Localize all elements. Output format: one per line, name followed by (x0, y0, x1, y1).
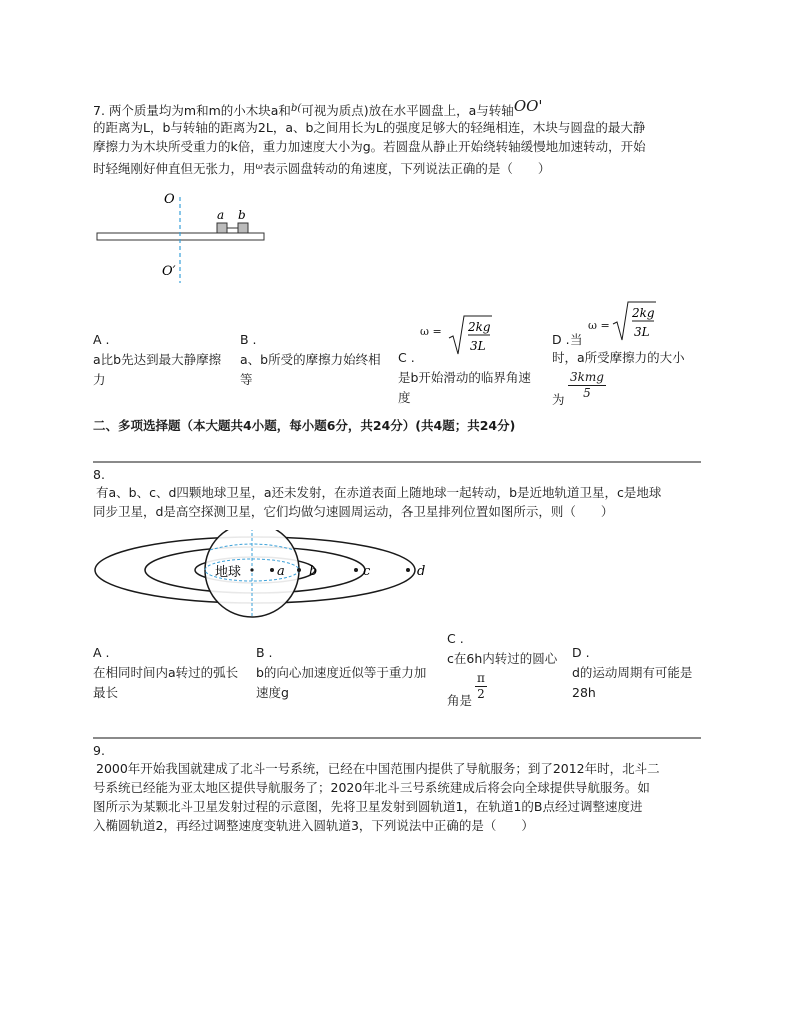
question-number: 7. (93, 103, 105, 118)
earth-label: 地球 (215, 565, 242, 580)
q8-option-a[interactable]: A . 在相同时间内a转过的弧长 最长 (93, 645, 239, 700)
block-b (238, 223, 248, 233)
q9-line4: 入椭圆轨道2，再经过调整速度变轨进入圆轨道3，下列说法中正确的是（ ） (93, 818, 534, 833)
q8-line2: 同步卫星，d是高空探测卫星，它们均做匀速圆周运动，各卫星排列位置如图所示，则（ ） (93, 504, 614, 519)
satellite-c (354, 568, 358, 572)
formula-omega: ω = 2kg 3L (398, 314, 531, 348)
q9-line3: 图所示为某颗北斗卫星发射过程的示意图，先将卫星发射到圆轨道1，在轨道1的B点经过调整速度进 (93, 799, 643, 814)
q7-line2: 的距离为L，b与转轴的距离为2L，a、b之间用长为L的强度足够大的轻绳相连，木块与圆盘的最大静 (93, 120, 646, 135)
q7-option-c[interactable]: ω = 2kg 3L C . 是b开始滑动的临界角速 度 (398, 314, 531, 408)
satellite-d (406, 568, 410, 572)
q8-line1: 有a、b、c、d四颗地球卫星，a还未发射，在赤道表面上随地球一起转动，b是近地轨道卫星，c是地球 (96, 485, 662, 500)
label-a: a (217, 208, 225, 222)
fraction: $\frac{\pi}{2}$ (477, 671, 485, 701)
label-b: b (238, 208, 246, 222)
label-o-top: O (164, 192, 175, 207)
q7-option-d[interactable]: ω = 2kg 3L D . 当 时，a所受摩擦力的大小 为 3kmg 5 (552, 300, 712, 408)
earth-center (250, 568, 253, 571)
axis-label: OO' (513, 97, 543, 115)
label-a: a (277, 564, 285, 579)
fraction: 3kmg 5 (570, 370, 604, 400)
divider (93, 461, 701, 463)
q7-disk-figure (90, 185, 280, 285)
q7-line4: 时轻绳刚好伸直但无张力，用$^\omega$表示圆盘转动的角速度，下列说法正确的是（ ） (93, 161, 551, 176)
question-number: 8. (93, 467, 105, 482)
q8-option-c[interactable]: C . c在6h内转过的圆心 角是 $\frac{\pi}{2}$ (447, 631, 558, 708)
label-o-bottom: O′ (162, 264, 176, 279)
label-d: d (417, 564, 426, 579)
q7-line1: 7. 两个质量均为m和m的小木块a和$^{b(}$可视为质点)放在水平圆盘上，a与转轴OO' (93, 97, 543, 118)
question-number: 9. (93, 743, 105, 758)
label-c: c (363, 564, 371, 579)
divider (93, 737, 701, 739)
q9-line2: 号系统已经能为亚太地区提供导航服务了；2020年北斗三号系统建成后将会向全球提供导航服务。如 (93, 780, 650, 795)
block-a (217, 223, 227, 233)
sqrt-sign (612, 300, 656, 342)
svg-text:3L: 3L (634, 325, 650, 339)
q8-option-d[interactable]: D . d的运动周期有可能是 28h (572, 645, 693, 700)
satellite-a (270, 568, 274, 572)
q7-option-a[interactable]: A . a比b先达到最大静摩擦 力 (93, 332, 222, 387)
satellite-b (297, 568, 301, 572)
sqrt-sign (448, 314, 492, 356)
q8-orbit-figure (92, 530, 437, 622)
section-header: 二、多项选择题（本大题共4小题，每小题6分，共24分）(共4题；共24分) (93, 418, 516, 433)
formula-omega: ω = 2kg 3L D . 当 (552, 300, 712, 334)
label-b: b (309, 564, 318, 579)
svg-text:2kg: 2kg (632, 306, 655, 320)
q7-option-b[interactable]: B . a、b所受的摩擦力始终相 等 (240, 332, 381, 387)
svg-text:2kg: 2kg (468, 320, 491, 334)
q9-line1: 2000年开始我国就建成了北斗一号系统，已经在中国范围内提供了导航服务；到了2012年时，北斗二 (96, 761, 660, 776)
q7-line3: 摩擦力为木块所受重力的k倍，重力加速度大小为g。若圆盘从静止开始绕转轴缓慢地加速转动，开始 (93, 139, 646, 154)
q8-option-b[interactable]: B . b的向心加速度近似等于重力加 速度g (256, 645, 427, 700)
svg-text:3L: 3L (470, 339, 486, 353)
